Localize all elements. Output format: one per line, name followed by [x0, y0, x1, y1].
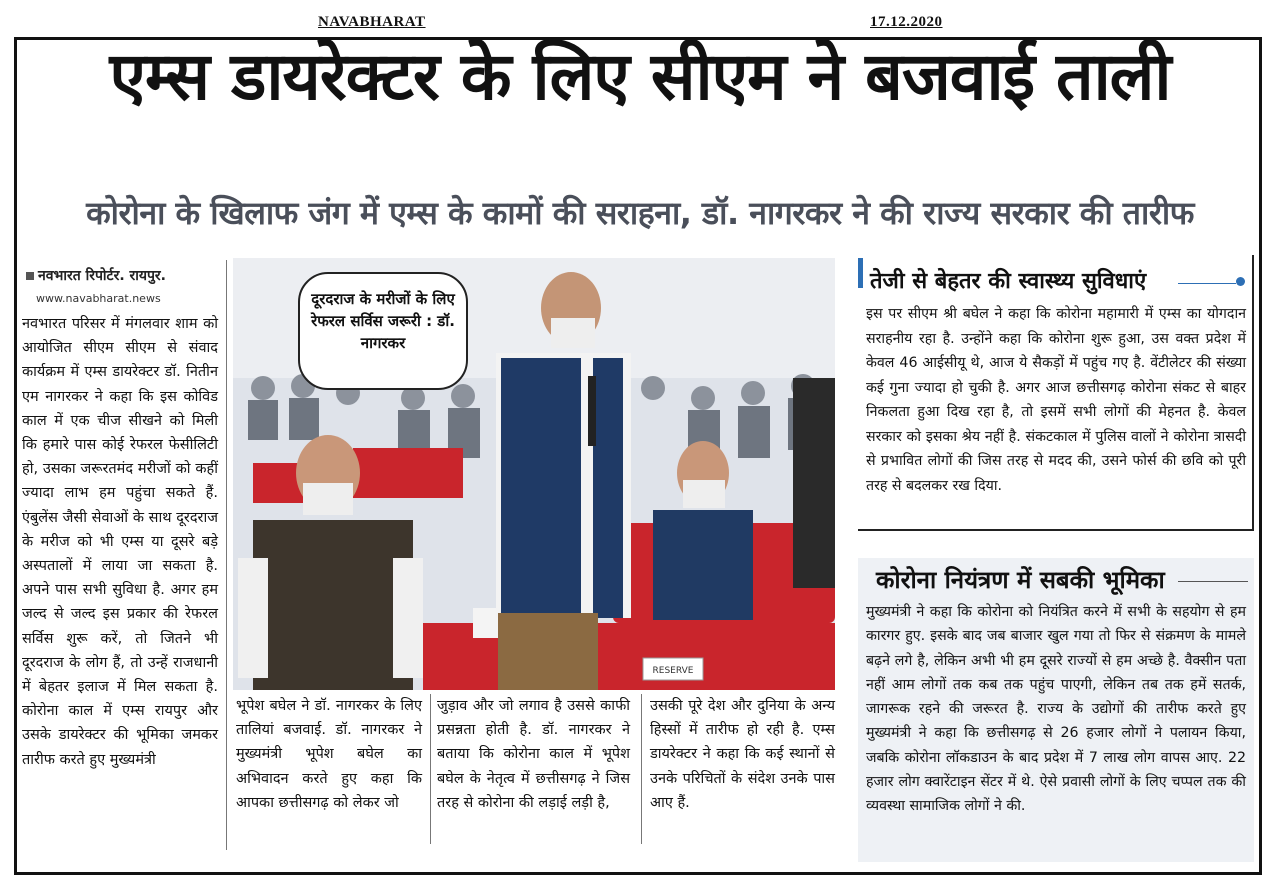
- column-divider: [226, 260, 227, 850]
- column-divider: [430, 694, 431, 844]
- title-rule: [1178, 581, 1248, 582]
- title-rule: [1178, 283, 1236, 284]
- sidebar-title-health: तेजी से बेहतर की स्वास्थ्य सुविधाएं: [870, 269, 1147, 294]
- newspaper-date: 17.12.2020: [870, 14, 943, 30]
- website-line: www.navabharat.news: [36, 292, 161, 305]
- column-divider: [641, 694, 642, 844]
- sidebar-text-corona-control: मुख्यमंत्री ने कहा कि कोरोना को नियंत्रित करने में सभी के सहयोग से हम कारगर हुए. इसके बाद जब बाजार खुल गया तो फिर से संक्रमण के मामले बढ़ने लगे है, लेकिन अभी भी हम दूसरे राज्यों से हम अच्छे है. वैक्सीन पता नहीं आम लोगों तक कब तक पहुंच पाएगी, लेकिन तब तक हमें सतर्क, जागरूक रहने की जरूरत है. राज्य के उद्योगों की तारीफ करते हुए मुख्यमंत्री ने कहा कि छत्तीसगढ़ से 26 हजार लोगों ने पलायन किया, जबकि कोरोना लॉकडाउन के बाद प्रदेश में 7 लाख लोग वापस आए. 22 हजार लोग क्वारेंटाइन सेंटर में थे. ऐसे प्रवासी लोगों के लिए चप्पल तक की व्यवस्था सामाजिक लोगों ने की.: [866, 604, 1246, 815]
- article-column-2: भूपेश बघेल ने डॉ. नागरकर के लिए तालियां बजवाई. डॉ. नागरकर ने मुख्यमंत्री भूपेश बघेल का अभिवादन करते हुए कहा कि आपका छत्तीसगढ़ को लेकर जो: [236, 698, 422, 811]
- subheadline: कोरोना के खिलाफ जंग में एम्स के कामों की सराहना, डॉ. नागरकर ने की राज्य सरकार की तारीफ: [86, 194, 1194, 232]
- byline: [26, 266, 166, 285]
- title-accent-bar: [858, 258, 863, 288]
- table-sign-text: RESERVE: [652, 666, 694, 676]
- article-column-1: नवभारत परिसर में मंगलवार शाम को आयोजित सीएम सीएम से संवाद कार्यक्रम में एम्स डायरेक्टर डॉ. नितीन एम नागरकर ने कहा कि इस कोविड काल में एक चीज सीखने को मिली कि हमारे पास कोई रेफरल फेसीलिटी हो, उसका जरूरतमंद मरीजों को कहीं ज्यादा लाभ हम पहुंचा सकते हैं. एंबुलेंस जैसी सेवाओं के साथ दूरदराज के मरीज को भी एम्स या दूसरे बड़े अस्पतालों में लाया जा सकता है. अपने पास सभी सुविधा है. अगर हम जल्द से जल्द इस प्रकार की रेफरल सर्विस शुरू करें, तो जितने भी दूरदराज के लोग हैं, तो उन्हें राजधानी में बेहतर इलाज में मिल सकता है. कोरोना काल में एम्स रायपुर और उसके डायरेक्टर की भूमिका जमकर तारीफ करते हुए मुख्यमंत्री: [22, 316, 218, 768]
- sidebar-title-corona-control: कोरोना नियंत्रण में सबकी भूमिका: [876, 566, 1165, 594]
- newspaper-name: NAVABHARAT: [318, 14, 426, 30]
- article-column-3: जुड़ाव और जो लगाव है उससे काफी प्रसन्नता होती है. डॉ. नागरकर ने बताया कि कोरोना काल में भूपेश बघेल के नेतृत्व में छत्तीसगढ़ ने जिस तरह से कोरोना की लड़ाई लड़ी है,: [437, 698, 630, 811]
- article-column-4: उसकी पूरे देश और दुनिया के अन्य हिस्सों में तारीफ हो रही है. एम्स डायरेक्टर ने कहा कि कई स्थानों से उनके परिचितों के संदेश उनके पास आए हैं.: [650, 698, 835, 811]
- sidebar-text-health: इस पर सीएम श्री बघेल ने कहा कि कोरोना महामारी में एम्स का योगदान सराहनीय रहा है. उन्होंने कहा कि कोरोना शुरू हुआ, उस वक्त प्रदेश में केवल 46 आईसीयू थे, आज ये सैकड़ों में पहुंच गए है. वेंटीलेटर की संख्या कई गुना ज्यादा हो चुकी है. अगर आज छत्तीसगढ़ कोरोना संकट से बाहर निकलता हुआ दिख रहा है, तो इसमें सभी लोगों की मेहनत है. केवल सरकार को इसका श्रेय नहीं है. संकटकाल में पुलिस वालों ने कोरोना त्रासदी से प्रभावित लोगों की जिस तरह से मदद की, उसने फोर्स की छवि को पूरी तरह से बदलकर रख दिया.: [866, 306, 1246, 494]
- byline-bullet-icon: [26, 272, 34, 280]
- accent-dot-icon: [1236, 277, 1245, 286]
- headline: एम्स डायरेक्टर के लिए सीएम ने बजवाई ताली: [109, 38, 1171, 115]
- photo-callout: दूरदराज के मरीजों के लिए रेफरल सर्विस जरूरी : डॉ. नागरकर: [298, 272, 468, 390]
- byline-text: नवभारत रिपोर्टर. रायपुर.: [38, 268, 166, 284]
